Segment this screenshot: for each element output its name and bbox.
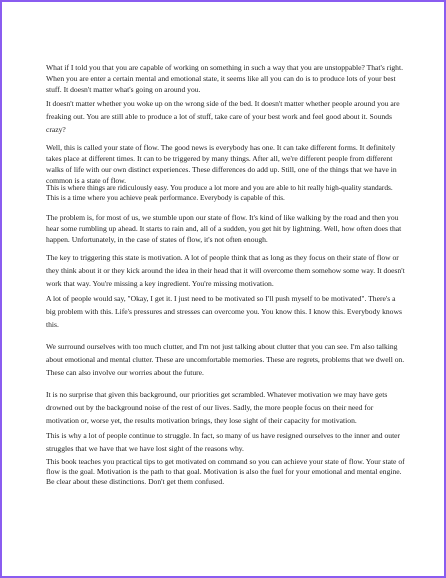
paragraph-3: Well, this is called your state of flow. The good news is everybody has one. It can take different forms. It definitely takes place at different times. It can to be triggered by many things. After all, we're different people from different walks of life with our own distinct experiences. These differences do add up. Still, one of the things that we have in common is a state of flow. <box>46 143 397 185</box>
paragraph-7: A lot of people would say, "Okay, I get it. I just need to be motivated so I'll push myself to be motivated". There's a big problem with this. Life's pressures and stresses can overcome you. You know this. I know this. Everybody knows this. <box>46 294 402 329</box>
paragraph-6: The key to triggering this state is motivation. A lot of people think that as long as they focus on their state of flow or they think about it or they kick around the idea in their head that it will overcome them somehow some way. It doesn't work that way. You're missing a key ingredient. You're missing motivation. <box>46 253 405 288</box>
document-page <box>46 62 405 487</box>
paragraph-8: We surround ourselves with too much clutter, and I'm not just talking about clutter that you can see. I'm also talking about emotional and mental clutter. These are uncomfortable memories. These are regrets, problems that we dwell on. These can also involve our worries about the future. <box>46 342 405 377</box>
paragraph-5: The problem is, for most of us, we stumble upon our state of flow. It's kind of like walking by the road and then you hear some rumbling up ahead. It starts to rain and, all of a sudden, you get hit by lightning. Well, how often does that happen. Unfortunately, in the case of states of flow, it's not often enough. <box>46 213 402 244</box>
paragraph-4: This is where things are ridiculously easy. You produce a lot more and you are able to hit really high-quality standards. This is a time where you achieve peak performance. Everybody is capable of this. <box>46 183 393 202</box>
paragraph-10: This is why a lot of people continue to struggle. In fact, so many of us have resigned ourselves to the inner and outer struggles that we have that we have lost sight of the reasons why. <box>46 431 401 453</box>
paragraph-1: What if I told you that you are capable of working on something in such a way that you are unstoppable? That's right. When you are enter a certain mental and emotional state, it seems like all you can do is to produce lots of your best stuff. It doesn't matter what's going on around you. <box>46 63 403 94</box>
paragraph-11: This book teaches you practical tips to get motivated on command so you can achieve your state of flow. Your state of flow is the goal. Motivation is the path to that goal. Motivation is also the fuel for your emotional and mental engine. Be clear about these distinctions. Don't get them confused. <box>46 457 405 486</box>
paragraph-2: It doesn't matter whether you woke up on the wrong side of the bed. It doesn't matter whether people around you are freaking out. You are still able to produce a lot of stuff, take care of your best work and feel good about it. Sounds crazy? <box>46 99 400 134</box>
paragraph-9: It is no surprise that given this background, our priorities get scrambled. Whatever motivation we may have gets drowned out by the background noise of the rest of our lives. Sadly, the more people focus on their need for motivation or, worse yet, the results motivation brings, they lose sight of their capacity for motivation. <box>46 390 388 425</box>
